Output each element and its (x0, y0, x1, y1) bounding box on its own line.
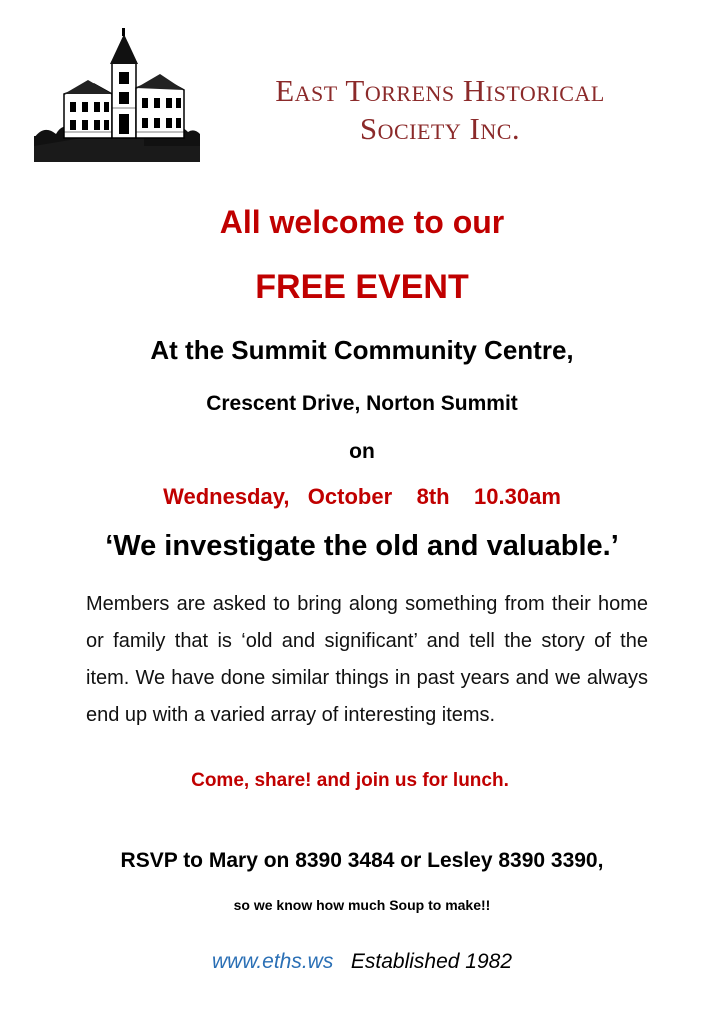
website-link[interactable]: www.eths.ws (211, 950, 334, 973)
historic-building-logo (34, 28, 200, 162)
org-name (220, 72, 660, 148)
free-event-heading: FREE EVENT (255, 268, 469, 306)
event-date-time: Wednesday, October 8th 10.30am (163, 484, 561, 509)
event-theme-quote: ‘We investigate the old and valuable.’ (105, 530, 619, 562)
lunch-invite-period: . (503, 770, 509, 791)
lunch-invite (0, 770, 700, 792)
established-text: Established 1982 (350, 950, 512, 973)
footer (0, 950, 724, 974)
soup-note: so we know how much Soup to make!! (233, 897, 491, 913)
org-name-line1: East Torrens Historical (275, 73, 605, 108)
on-label: on (349, 440, 375, 463)
rsvp-line: RSVP to Mary on 8390 3484 or Lesley 8390 3390, (120, 849, 604, 872)
venue-address: Crescent Drive, Norton Summit (206, 392, 518, 415)
org-name-line2: Society Inc. (359, 111, 521, 146)
event-description: Members are asked to bring along something from their home or family that is ‘old and significant’ and tell the story of the item. We have done similar things in past years and we always end up with a varied array of interesting items. (86, 593, 648, 726)
welcome-heading: All welcome to our (219, 204, 505, 240)
venue-name: At the Summit Community Centre, (150, 335, 574, 365)
lunch-invite-text: Come, share! and join us for lunch (191, 770, 504, 791)
